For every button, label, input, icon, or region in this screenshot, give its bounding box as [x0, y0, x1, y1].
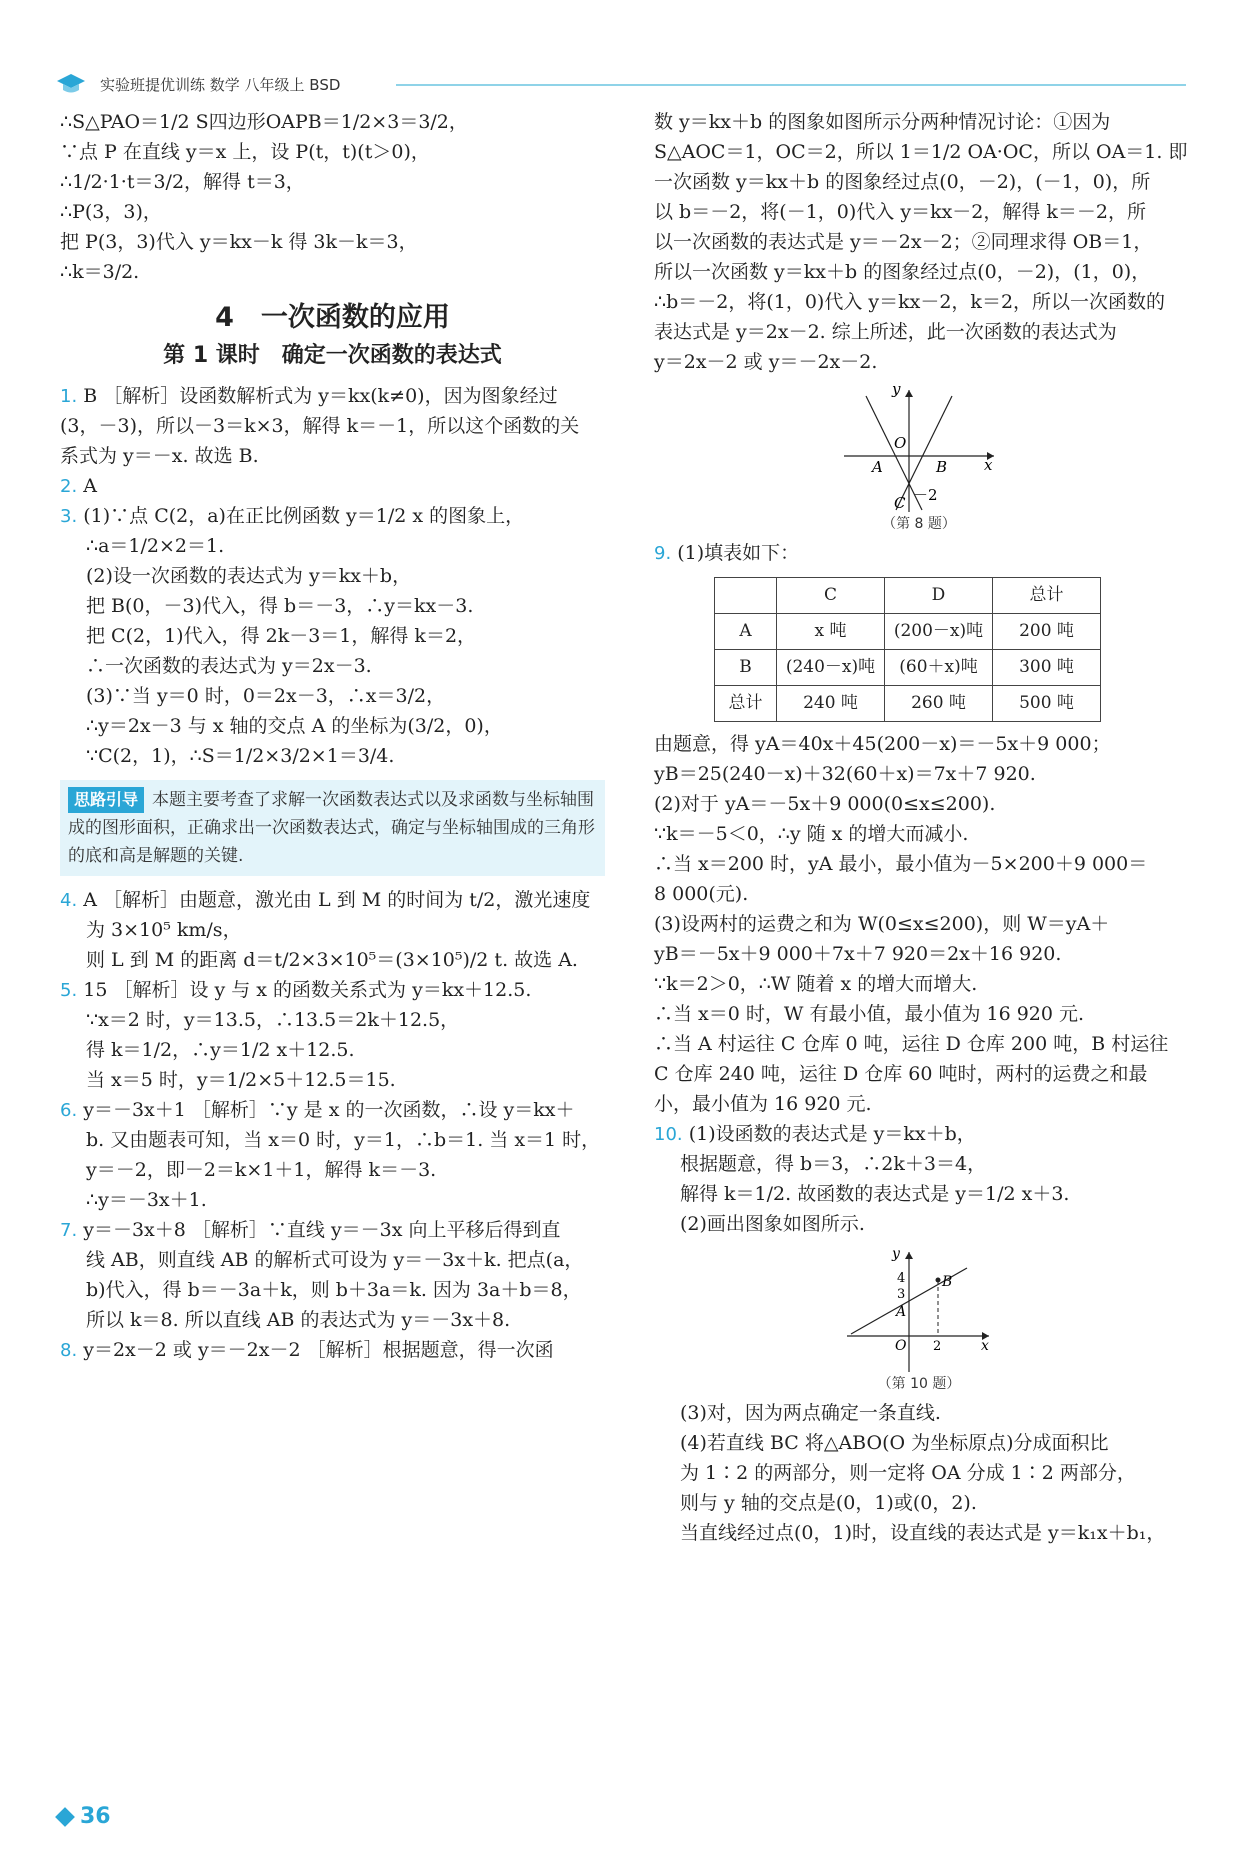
table-cell: 260 吨 [885, 686, 993, 722]
hint-box [60, 780, 605, 876]
text-line: ∴当 x＝0 时，W 有最小值，最小值为 16 920 元. [654, 1003, 1085, 1025]
text-line: 当直线经过点(0，1)时，设直线的表达式是 y＝k₁x＋b₁， [680, 1522, 1166, 1544]
figure-10-graph [839, 1246, 999, 1374]
table-header-cell [715, 578, 777, 614]
text-line: (1)∵点 C(2，a)在正比例函数 y＝1/2 x 的图象上， [83, 504, 525, 527]
text-line: y＝－3x＋8 ［解析］∵直线 y＝－3x 向上平移后得到直 [83, 1218, 561, 1241]
figure-caption: （第 8 题） [882, 516, 956, 532]
question-number: 5. [60, 979, 78, 1001]
text-line: 为 1∶2 的两部分，则一定将 OA 分成 1∶2 两部分， [680, 1462, 1136, 1484]
text-line: 根据题意，得 b＝3，∴2k＋3＝4， [680, 1153, 987, 1175]
tick-label: 4 [897, 1271, 906, 1286]
hint-text: 本题主要考查了求解一次函数表达式以及求函数与坐标轴围成的图形面积，正确求出一次函数表达式，确定与坐标轴围成的三角形的底和高是解题的关键. [68, 789, 595, 866]
text-line: (4)若直线 BC 将△ABO(O 为坐标原点)分成面积比 [680, 1432, 1109, 1454]
text-line: 8 000(元). [654, 883, 749, 905]
page-marker-icon [55, 1807, 75, 1827]
text-line: yB＝25(240－x)＋32(60＋x)＝7x＋7 920. [654, 763, 1036, 785]
section-title: 4 一次函数的应用 [215, 302, 450, 333]
figure-8-graph [834, 384, 1004, 514]
axis-label-x: x [981, 1338, 989, 1354]
point-a-label: A [872, 458, 883, 476]
text-line: b)代入，得 b＝－3a＋k，则 b＋3a＝k. 因为 3a＋b＝8， [86, 1278, 582, 1301]
table-cell: 总计 [715, 686, 777, 722]
table-cell: 300 吨 [993, 650, 1101, 686]
table-header-cell: C [777, 578, 885, 614]
table-cell: (240－x)吨 [777, 650, 885, 686]
header-rule [396, 84, 1186, 86]
text-line: yB＝－5x＋9 000＋7x＋7 920＝2x＋16 920. [654, 943, 1062, 965]
text-line: ∴一次函数的表达式为 y＝2x－3. [86, 654, 372, 677]
text-line: ∴y＝2x－3 与 x 轴的交点 A 的坐标为(3/2，0)， [86, 714, 503, 737]
table-cell: 200 吨 [993, 614, 1101, 650]
origin-label: O [895, 1338, 907, 1354]
question-number: 10. [654, 1124, 683, 1145]
question-1 [60, 382, 605, 472]
y-axis-arrow [905, 1252, 913, 1259]
text-line: 表达式是 y＝2x－2. 综上所述，此一次函数的表达式为 [654, 321, 1117, 343]
table-cell: x 吨 [777, 614, 885, 650]
text-line: C 仓库 240 吨，运往 D 仓库 60 吨时，两村的运费之和最 [654, 1063, 1148, 1085]
text-line: ∴1/2·1·t＝3/2，解得 t＝3， [60, 171, 305, 193]
page-number [58, 1800, 111, 1833]
point-a-label: A [896, 1304, 907, 1320]
text-line: ∴当 A 村运往 C 仓库 0 吨，运往 D 仓库 200 吨，B 村运往 [654, 1033, 1169, 1055]
left-column [60, 108, 605, 1366]
text-line: 以一次函数的表达式是 y＝－2x－2；②同理求得 OB＝1， [654, 231, 1153, 253]
text-line: 则与 y 轴的交点是(0，1)或(0，2). [680, 1492, 977, 1514]
point-b-label: B [936, 458, 948, 476]
text-line: (3)设两村的运费之和为 W(0≤x≤200)，则 W＝yA＋ [654, 913, 1110, 935]
text-line: 把 P(3，3)代入 y＝kx－k 得 3k－k＝3， [60, 231, 418, 253]
origin-label: O [894, 434, 907, 452]
text-line: (2)设一次函数的表达式为 y＝kx＋b， [86, 564, 412, 587]
text-line: B ［解析］设函数解析式为 y＝kx(k≠0)，因为图象经过 [83, 384, 558, 407]
distribution-table [714, 577, 1101, 722]
page-number-text: 36 [80, 1804, 111, 1829]
question-3 [60, 502, 605, 772]
figure-caption: （第 10 题） [877, 1376, 961, 1392]
text-line: (1)填表如下： [677, 542, 800, 564]
question-8 [60, 1336, 605, 1366]
text-line: ∴b＝－2，将(1，0)代入 y＝kx－2，k＝2，所以一次函数的 [654, 291, 1166, 313]
table-cell: B [715, 650, 777, 686]
text-line: ∵C(2，1)，∴S＝1/2×3/2×1＝3/4. [86, 744, 395, 767]
question-number: 6. [60, 1099, 78, 1121]
text-line: ∴y＝－3x＋1. [86, 1188, 207, 1211]
text-line: b. 又由题表可知，当 x＝0 时，y＝1，∴b＝1. 当 x＝1 时， [86, 1128, 601, 1151]
table-row [715, 686, 1101, 722]
question-5 [60, 976, 605, 1096]
question-10 [654, 1120, 1184, 1549]
text-line: y＝－3x＋1 ［解析］∵y 是 x 的一次函数，∴设 y＝kx＋ [83, 1098, 575, 1121]
graduation-cap-icon [56, 72, 86, 96]
text-line: (2)对于 yA＝－5x＋9 000(0≤x≤200). [654, 793, 996, 815]
text-line: 所以一次函数 y＝kx＋b 的图象经过点(0，－2)，(1，0)， [654, 261, 1151, 283]
table-cell: (60＋x)吨 [885, 650, 993, 686]
text-line: ∴当 x＝200 时，yA 最小，最小值为－5×200＋9 000＝ [654, 853, 1148, 875]
text-line: (3，－3)，所以－3＝k×3，解得 k＝－1，所以这个函数的关 [60, 414, 580, 437]
question-number: 2. [60, 475, 78, 497]
table-header-row [715, 578, 1101, 614]
point-c-label: C [894, 494, 906, 512]
tick-label: 2 [933, 1339, 942, 1354]
text-line: 系式为 y＝－x. 故选 B. [60, 444, 259, 467]
text-line: (3)对，因为两点确定一条直线. [680, 1402, 941, 1424]
text-line: 则 L 到 M 的距离 d＝t/2×3×10⁵＝(3×10⁵)/2 t. 故选 A. [86, 948, 578, 971]
question-number: 3. [60, 505, 78, 527]
text-line: 由题意，得 yA＝40x＋45(200－x)＝－5x＋9 000； [654, 733, 1111, 755]
question-7 [60, 1216, 605, 1336]
text-line: ∴a＝1/2×2＝1. [86, 534, 225, 557]
question-number: 1. [60, 385, 78, 407]
text-line: S△AOC＝1，OC＝2，所以 1＝1/2 OA·OC，所以 OA＝1. 即 [654, 141, 1188, 163]
point-b-label: B [942, 1274, 953, 1290]
text-line: y＝2x－2 或 y＝－2x－2 ［解析］根据题意，得一次函 [83, 1338, 554, 1361]
table-cell: (200－x)吨 [885, 614, 993, 650]
answer-text: A [83, 474, 97, 497]
text-line: y＝－2，即－2＝k×1＋1，解得 k＝－3. [86, 1158, 437, 1181]
text-line: y＝2x－2 或 y＝－2x－2. [654, 351, 878, 373]
question-4 [60, 886, 605, 976]
table-header-cell: D [885, 578, 993, 614]
text-line: 把 C(2，1)代入，得 2k－3＝1，解得 k＝2， [86, 624, 477, 647]
text-line: (2)画出图象如图所示. [680, 1213, 865, 1235]
text-line: 一次函数 y＝kx＋b 的图象经过点(0，－2)，(－1，0)，所 [654, 171, 1151, 193]
y-axis-arrow [905, 390, 913, 397]
question-2 [60, 472, 605, 502]
table-cell: 500 吨 [993, 686, 1101, 722]
text-line: ∴S△PAO＝1/2 S四边形OAPB＝1/2×3＝3/2， [60, 111, 468, 133]
intercept-label: －2 [913, 486, 938, 504]
question-number: 4. [60, 889, 78, 911]
right-column [654, 108, 1188, 1549]
text-line: A ［解析］由题意，激光由 L 到 M 的时间为 t/2，激光速度 [83, 888, 591, 911]
table-row [715, 650, 1101, 686]
question-6 [60, 1096, 605, 1216]
text-line: 得 k＝1/2，∴y＝1/2 x＋12.5. [86, 1038, 355, 1061]
lesson-title: 第 1 课时 确定一次函数的表达式 [163, 342, 502, 368]
text-line: ∴P(3，3)， [60, 201, 162, 223]
text-line: 为 3×10⁵ km/s， [86, 918, 242, 941]
figure-10 [654, 1246, 1184, 1395]
text-line: (1)设函数的表达式是 y＝kx＋b， [688, 1123, 976, 1145]
text-line: ∵点 P 在直线 y＝x 上，设 P(t，t)(t＞0)， [60, 141, 430, 163]
question-number: 9. [654, 543, 672, 564]
text-line: ∴k＝3/2. [60, 261, 140, 283]
table-cell: A [715, 614, 777, 650]
text-line: 所以 k＝8. 所以直线 AB 的表达式为 y＝－3x＋8. [86, 1308, 511, 1331]
text-line: ∵k＝－5＜0，∴y 随 x 的增大而减小. [654, 823, 969, 845]
text-line: ∵x＝2 时，y＝13.5，∴13.5＝2k＋12.5， [86, 1008, 460, 1031]
text-line: 解得 k＝1/2. 故函数的表达式是 y＝1/2 x＋3. [680, 1183, 1070, 1205]
header-title: 实验班提优训练 数学 八年级上 BSD [100, 76, 341, 94]
table-row [715, 614, 1101, 650]
question-number: 8. [60, 1339, 78, 1361]
text-line: 以 b＝－2，将(－1，0)代入 y＝kx－2，解得 k＝－2，所 [654, 201, 1147, 223]
text-line: 数 y＝kx＋b 的图象如图所示分两种情况讨论：①因为 [654, 111, 1111, 133]
text-line: 把 B(0，－3)代入，得 b＝－3，∴y＝kx－3. [86, 594, 474, 617]
axis-label-x: x [984, 456, 993, 474]
axis-label-y: y [892, 1246, 900, 1262]
text-line: 当 x＝5 时，y＝1/2×5＋12.5＝15. [86, 1068, 396, 1091]
text-line: 线 AB，则直线 AB 的解析式可设为 y＝－3x＋k. 把点(a， [86, 1248, 584, 1271]
hint-badge: 思路引导 [68, 787, 144, 813]
question-number: 7. [60, 1219, 78, 1241]
text-line: 15 ［解析］设 y 与 x 的函数关系式为 y＝kx＋12.5. [83, 978, 532, 1001]
table-cell: 240 吨 [777, 686, 885, 722]
text-line: ∵k＝2＞0，∴W 随着 x 的增大而增大. [654, 973, 978, 995]
point-b [936, 1278, 941, 1283]
figure-8 [654, 384, 1184, 535]
page-header [56, 70, 1186, 104]
text-line: (3)∵当 y＝0 时，0＝2x－3，∴x＝3/2， [86, 684, 446, 707]
text-line: 小，最小值为 16 920 元. [654, 1093, 872, 1115]
table-header-cell: 总计 [993, 578, 1101, 614]
question-9 [654, 539, 1184, 1120]
axis-label-y: y [892, 384, 901, 398]
tick-label: 3 [897, 1287, 906, 1302]
